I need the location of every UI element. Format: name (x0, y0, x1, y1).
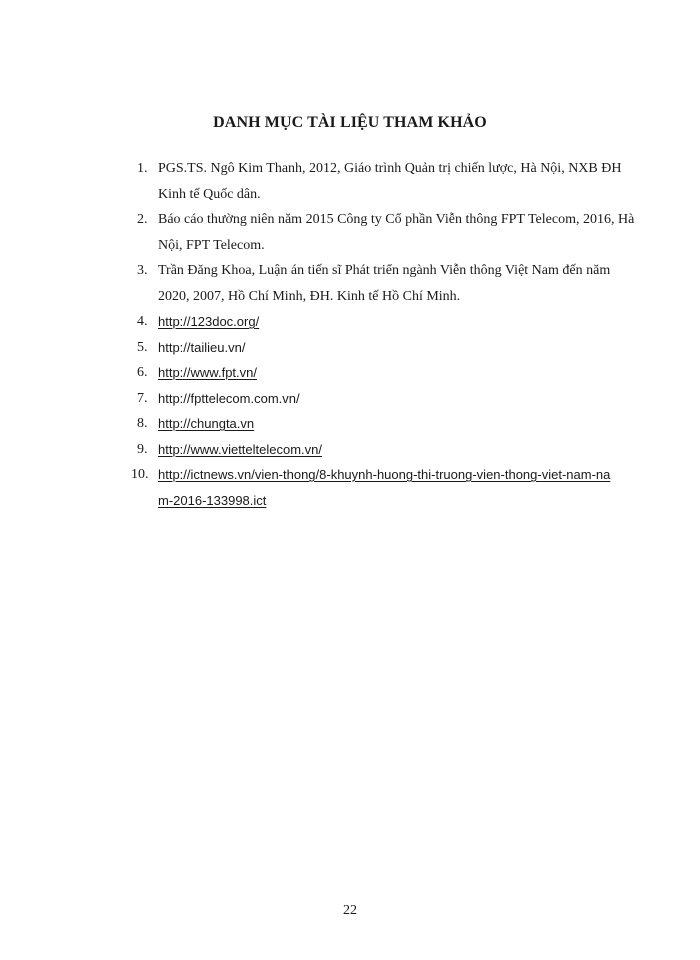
reference-item-6 (0, 360, 700, 386)
reference-link[interactable]: http://123doc.org/ (158, 314, 260, 329)
reference-number: 10. (131, 467, 149, 482)
reference-link[interactable]: http://ictnews.vn/vien-thong/8-khuynh-huong-thi-truong-vien-thong-viet-nam-nam-2016-133998.ict (158, 467, 611, 508)
reference-link[interactable]: http://www.fpt.vn/ (158, 365, 257, 380)
reference-text: Báo cáo thường niên năm 2015 Công ty Cổ phần Viễn thông FPT Telecom, 2016, Hà Nội, FPT Telecom. (158, 212, 635, 253)
reference-number: 8. (137, 416, 148, 431)
reference-item-5 (0, 335, 700, 361)
reference-link[interactable]: http://www.vietteltelecom.vn/ (158, 441, 323, 457)
reference-link[interactable]: http://tailieu.vn/ (158, 339, 246, 355)
reference-number: 3. (137, 263, 148, 278)
reference-item-8 (0, 411, 700, 437)
reference-number: 2. (137, 212, 148, 227)
page-title: DANH MỤC TÀI LIỆU THAM KHẢO (213, 114, 487, 131)
page-number: 22 (343, 903, 357, 918)
reference-item-3 (0, 258, 700, 309)
reference-number: 4. (137, 314, 148, 329)
reference-item-2 (0, 207, 700, 258)
reference-text: PGS.TS. Ngô Kim Thanh, 2012, Giáo trình Quản trị chiến lược, Hà Nội, NXB ĐH Kinh tế Quốc dân. (158, 161, 622, 202)
reference-link[interactable]: http://fpttelecom.com.vn/ (158, 390, 300, 406)
reference-number: 7. (137, 390, 148, 406)
reference-number: 9. (137, 441, 148, 457)
reference-number: 1. (137, 161, 148, 176)
reference-item-1 (0, 156, 700, 207)
reference-item-4 (0, 309, 700, 335)
reference-list (0, 156, 700, 513)
reference-number: 6. (137, 365, 148, 380)
reference-number: 5. (137, 339, 148, 355)
reference-item-7 (0, 386, 700, 412)
reference-text: Trần Đăng Khoa, Luận án tiến sĩ Phát triển ngành Viễn thông Việt Nam đến năm 2020, 2007, Hồ Chí Minh, ĐH. Kinh tế Hồ Chí Minh. (158, 263, 611, 304)
reference-item-10 (0, 462, 700, 513)
reference-item-9 (0, 437, 700, 463)
reference-link[interactable]: http://chungta.vn (158, 416, 255, 431)
